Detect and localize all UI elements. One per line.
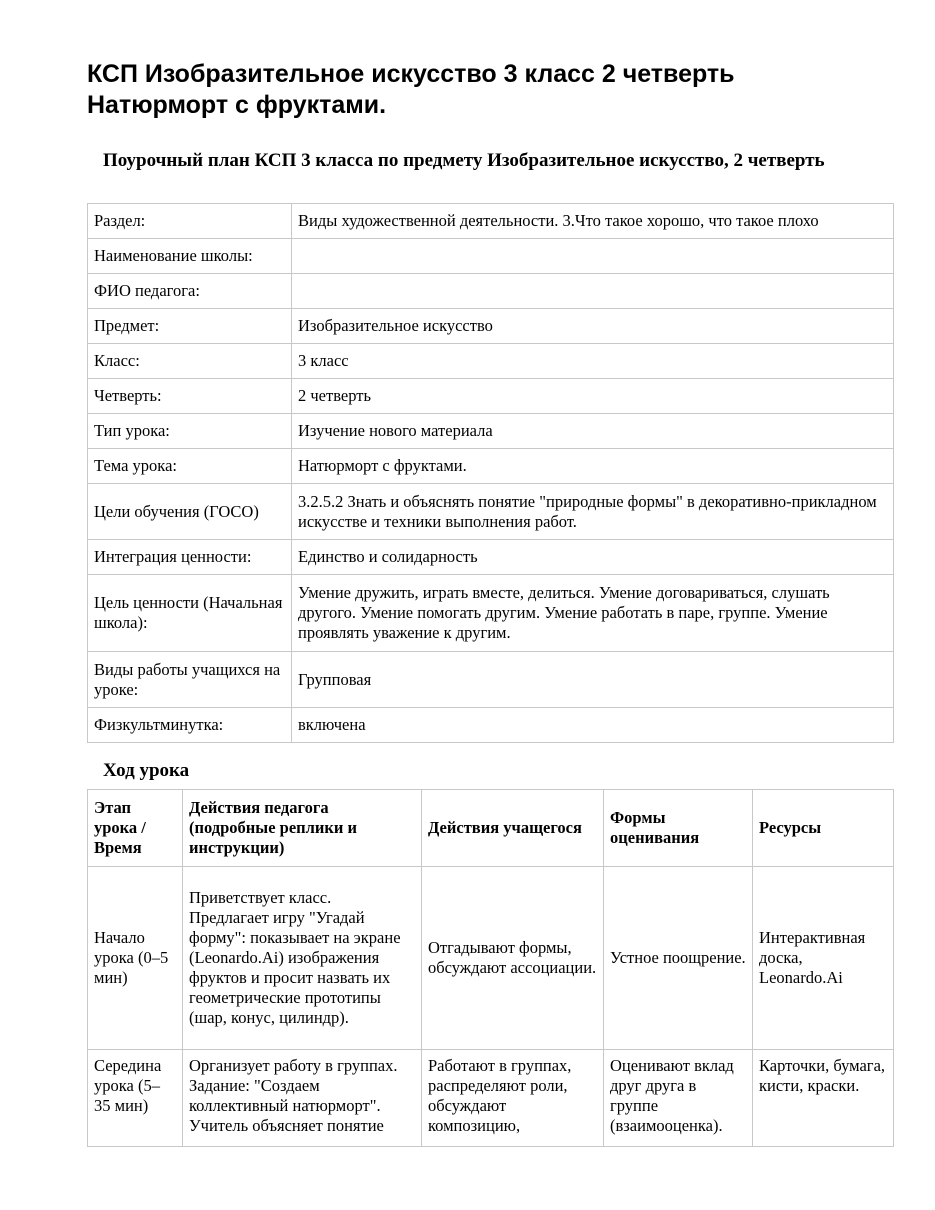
info-label-cell: Тема урока: — [88, 449, 292, 484]
stage-cell: Середина урока (5–35 мин) — [88, 1050, 183, 1147]
header-resources: Ресурсы — [753, 790, 894, 867]
table-row — [88, 414, 894, 449]
info-label-cell: Интеграция ценности: — [88, 540, 292, 575]
header-student-actions: Действия учащегося — [422, 790, 604, 867]
header-assessment: Формы оценивания — [604, 790, 753, 867]
lesson-info-table — [87, 203, 894, 743]
info-value-cell — [292, 274, 894, 309]
info-label-cell: Тип урока: — [88, 414, 292, 449]
student-cell: Работают в группах, распределяют роли, обсуждают композицию, — [422, 1050, 604, 1147]
table-row — [88, 484, 894, 540]
table-row — [88, 379, 894, 414]
info-label-cell: Предмет: — [88, 309, 292, 344]
assessment-cell: Оценивают вклад друг друга в группе (взаимооценка). — [604, 1050, 753, 1147]
table-row — [88, 575, 894, 652]
plan-heading: Поурочный план КСП 3 класса по предмету Изобразительное искусство, 2 четверть — [103, 150, 825, 171]
info-value-cell: Единство и солидарность — [292, 540, 894, 575]
info-value-cell: Групповая — [292, 652, 894, 708]
info-value-cell: Изобразительное искусство — [292, 309, 894, 344]
table-row — [88, 652, 894, 708]
table-row — [88, 449, 894, 484]
info-label-cell: Цель ценности (Начальная школа): — [88, 575, 292, 652]
table-row — [88, 309, 894, 344]
table-row — [88, 274, 894, 309]
table-row — [88, 239, 894, 274]
info-value-cell — [292, 239, 894, 274]
assessment-cell: Устное поощрение. — [604, 867, 753, 1050]
info-label-cell: ФИО педагога: — [88, 274, 292, 309]
info-label-cell: Четверть: — [88, 379, 292, 414]
resources-cell: Карточки, бумага, кисти, краски. — [753, 1050, 894, 1147]
info-value-cell: 2 четверть — [292, 379, 894, 414]
lesson-header-row — [88, 790, 894, 867]
stage-cell: Начало урока (0–5 мин) — [88, 867, 183, 1050]
header-teacher-actions: Действия педагога (подробные реплики и инструкции) — [183, 790, 422, 867]
info-value-cell: Натюрморт с фруктами. — [292, 449, 894, 484]
info-value-cell: 3.2.5.2 Знать и объяснять понятие "природные формы" в декоративно-прикладном искусстве и техники выполнения работ. — [292, 484, 894, 540]
info-label-cell: Раздел: — [88, 204, 292, 239]
info-value-cell: Изучение нового материала — [292, 414, 894, 449]
document-title — [87, 59, 887, 121]
info-label-cell: Наименование школы: — [88, 239, 292, 274]
table-row — [88, 204, 894, 239]
lesson-flow-table — [87, 789, 894, 1147]
document-title-line-2: Натюрморт с фруктами. — [87, 91, 387, 119]
table-row — [88, 344, 894, 379]
table-row — [88, 1050, 894, 1147]
info-label-cell: Виды работы учащихся на уроке: — [88, 652, 292, 708]
info-label-cell: Цели обучения (ГОСО) — [88, 484, 292, 540]
resources-cell: Интерактивная доска, Leonardo.Ai — [753, 867, 894, 1050]
table-row — [88, 708, 894, 743]
teacher-cell: Приветствует класс. Предлагает игру "Угадай форму": показывает на экране (Leonardo.Ai) изображения фруктов и просит назвать их геометрические прототипы (шар, конус, цилиндр). — [183, 867, 422, 1050]
header-stage: Этап урока / Время — [88, 790, 183, 867]
info-value-cell: Умение дружить, играть вместе, делиться. Умение договариваться, слушать другого. Умение помогать другим. Умение работать в паре, группе. Умение проявлять уважение к другим. — [292, 575, 894, 652]
info-value-cell: включена — [292, 708, 894, 743]
teacher-cell: Организует работу в группах. Задание: "Создаем коллективный натюрморт". Учитель объясняет понятие — [183, 1050, 422, 1147]
info-value-cell: 3 класс — [292, 344, 894, 379]
info-label-cell: Класс: — [88, 344, 292, 379]
document-title-line-1: КСП Изобразительное искусство 3 класс 2 четверть — [87, 60, 735, 88]
student-cell: Отгадывают формы, обсуждают ассоциации. — [422, 867, 604, 1050]
lesson-flow-heading: Ход урока — [103, 760, 190, 781]
info-value-cell: Виды художественной деятельности. 3.Что такое хорошо, что такое плохо — [292, 204, 894, 239]
info-label-cell: Физкультминутка: — [88, 708, 292, 743]
table-row — [88, 540, 894, 575]
table-row — [88, 867, 894, 1050]
